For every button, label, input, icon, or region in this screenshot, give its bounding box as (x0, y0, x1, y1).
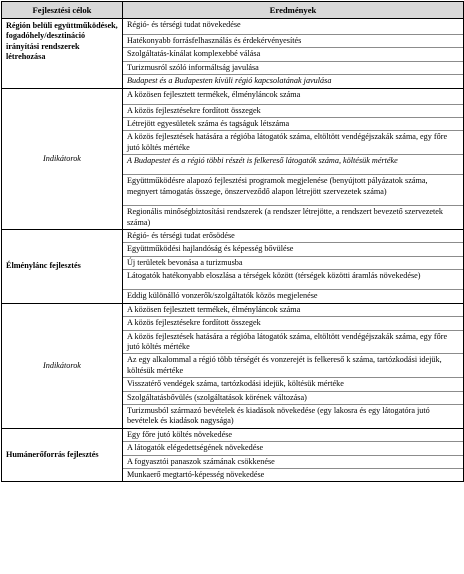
result-item: Turizmusról szóló informáltság javulása (123, 61, 463, 74)
result-item: A látogatók elégedettségének növekedése (123, 441, 463, 454)
result-item: Szolgáltatásbővülés (szolgáltatások körének változása) (123, 391, 463, 404)
result-item: A közös fejlesztések hatására a régióba látogatók száma, eltöltött vendégéjszakák száma, egy főre jutó költés mértéke (123, 330, 463, 354)
results-list (123, 19, 463, 88)
goal-label: Humánerőforrás fejlesztés (2, 428, 123, 482)
results-cell (123, 230, 464, 304)
result-item: Eddig különálló vonzerők/szolgáltatók közös megjelenése (123, 289, 463, 302)
section-row (2, 230, 464, 304)
result-item: A közös fejlesztések hatására a régióba látogatók száma, eltöltött vendégéjszakák száma, egy főre jutó költés mértéke (123, 130, 463, 154)
indicator-label: Indikátorok (2, 303, 123, 428)
result-item: A Budapestet és a régió többi részét is felkereső látogatók száma, költésük mértéke (123, 154, 463, 174)
result-item: Látogatók hatékonyabb eloszlása a térségek között (térségek közötti áramlás növekedése) (123, 269, 463, 289)
results-list (123, 429, 463, 482)
result-item: Régió- és térségi tudat erősödése (127, 231, 235, 241)
table-body (2, 19, 464, 482)
result-item: A közös fejlesztésekre fordított összegek (123, 104, 463, 117)
result-item: Szolgáltatás-kínálat komplexebbé válása (123, 47, 463, 60)
result-item: Új területek bevonása a turizmusba (123, 256, 463, 269)
section-row (2, 303, 464, 428)
header-results: Eredmények (123, 2, 464, 19)
results-list (123, 230, 463, 303)
goals-results-table (1, 1, 464, 482)
result-item: A fogyasztói panaszok számának csökkenése (123, 455, 463, 468)
results-cell (123, 428, 464, 482)
results-list (123, 304, 463, 428)
section-row (2, 88, 464, 229)
result-item: Létrejött egyesületek száma és tagságuk létszáma (123, 117, 463, 130)
result-item: Együttműködésre alapozó fejlesztési programok megjelenése (benyújtott pályázatok száma, megnyert támogatás összege, önszerveződő alapon létrejött szervezetek száma) (123, 174, 463, 205)
indicator-label: Indikátorok (2, 88, 123, 229)
result-item: Visszatérő vendégek száma, tartózkodási idejük, költésük mértéke (123, 377, 463, 390)
result-item: Hatékonyabb forrásfelhasználás és érdekérvényesítés (123, 34, 463, 47)
result-item: Turizmusból származó bevételek és kiadások növekedése (egy lakosra és egy látogatóra jutó bevételek és kiadások nagysága) (123, 404, 463, 428)
result-item: A közösen fejlesztett termékek, élményláncok száma (127, 89, 301, 99)
result-item: A közös fejlesztésekre fordított összegek (123, 316, 463, 329)
result-item: A közösen fejlesztett termékek, élményláncok száma (127, 304, 301, 314)
section-row (2, 19, 464, 89)
section-row (2, 428, 464, 482)
results-list (123, 89, 463, 229)
results-cell (123, 303, 464, 428)
results-cell (123, 19, 464, 89)
result-item: Régió- és térségi tudat növekedése (127, 20, 241, 29)
result-item: Budapest és a Budapesten kívüli régió kapcsolatának javulása (123, 74, 463, 87)
result-item: Regionális minőségbiztosítási rendszerek (a rendszer létrejötte, a rendszert bevezető szervezetek száma) (123, 205, 463, 229)
goal-label: Régión belüli együttműködések, fogadóhely/desztináció irányítási rendszerek létrehozása (2, 19, 123, 89)
header-goals: Fejlesztési célok (2, 2, 123, 19)
result-item: Az egy alkalommal a régió több térségét és vonzerejét is felkereső k száma, tartózkodási idejük, költésük mértéke (123, 353, 463, 377)
goal-label: Élménylánc fejlesztés (2, 230, 123, 304)
header-row (2, 2, 464, 19)
result-item: Együttműködési hajlandóság és képesség bővülése (123, 242, 463, 255)
result-item: Egy főre jutó költés növekedése (127, 429, 233, 439)
results-cell (123, 88, 464, 229)
result-item: Munkaerő megtartó-képesség növekedése (123, 468, 463, 481)
